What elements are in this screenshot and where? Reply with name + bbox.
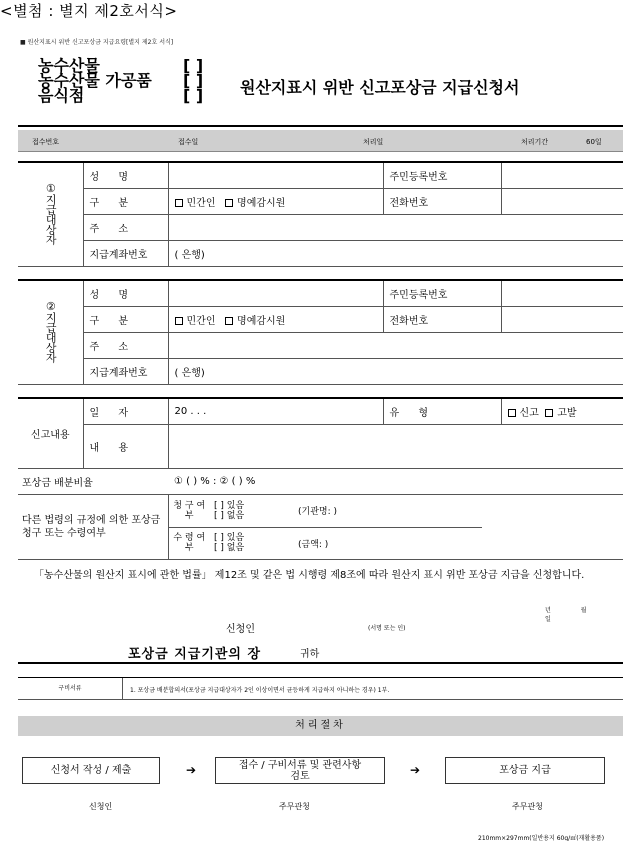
accuse-checkbox[interactable] (545, 409, 553, 417)
id-label: 주민등록번호 (383, 162, 501, 188)
type-label: 구 분 (83, 306, 168, 332)
process-period-value: 60일 (586, 138, 602, 146)
process-date-label: 처리일 (363, 138, 384, 146)
honorary-checkbox[interactable] (225, 317, 233, 325)
phone-field[interactable] (501, 306, 623, 332)
receipt-date-label: 접수일 (178, 138, 199, 146)
report-label: 신고내용 (18, 398, 83, 468)
documents-row (18, 678, 623, 700)
documents-value: 1. 포상금 배분합의서(포상금 지급대상자가 2인 이상이면서 균등하게 지급하지 아니하는 경우) 1부. (130, 687, 390, 694)
phone-field[interactable] (501, 188, 623, 214)
content-label: 내 용 (83, 424, 168, 468)
report-type-options (501, 398, 623, 424)
title-category-3: 음식점 (38, 86, 85, 105)
receive-options[interactable] (210, 527, 292, 559)
procedure-actor-2: 주무관청 (279, 802, 310, 811)
claim-detail[interactable]: (기관명: ) (292, 495, 482, 527)
civilian-label: 민간인 (186, 315, 216, 327)
sign-note: (서명 또는 인) (368, 625, 406, 632)
checkbox-bracket-3[interactable]: [ ] (183, 86, 204, 105)
arrow-right-icon: ➔ (186, 763, 197, 777)
arrow-right-icon: ➔ (410, 763, 421, 777)
date-label: 일 자 (83, 398, 168, 424)
honorary-label: 명예감시원 (237, 197, 286, 209)
id-field[interactable] (501, 162, 623, 188)
documents-label: 구비서류 (18, 678, 123, 700)
page-title: 원산지표시 위반 신고포상금 지급신청서 (240, 78, 520, 97)
ratio-field[interactable]: ① ( ) % : ② ( ) % (168, 469, 623, 495)
account-label: 지급계좌번호 (83, 240, 168, 266)
type-options (168, 188, 383, 214)
civilian-checkbox[interactable] (175, 317, 183, 325)
divider (18, 125, 623, 127)
id-label: 주민등록번호 (383, 280, 501, 306)
title-category-2: 농수산물 가공품 (38, 71, 152, 90)
procedure-actor-3: 주무관청 (512, 802, 543, 811)
paper-spec: 210mm×297mm(일반용지 60g/㎡(재활용품) (478, 835, 605, 841)
receive-yes: [ ] 있음 (214, 533, 245, 543)
honorary-checkbox[interactable] (225, 199, 233, 207)
receive-detail[interactable]: (금액: ) (292, 527, 482, 559)
date-field[interactable]: 20 . . . (168, 398, 383, 424)
title-category-1: 농수산물 (38, 56, 100, 75)
accuse-option-label: 고발 (557, 407, 577, 419)
civilian-label: 민간인 (186, 197, 216, 209)
type-options (168, 306, 383, 332)
name-label: 성 명 (83, 162, 168, 188)
recipient2-section (18, 279, 623, 385)
claim-label: 청 구 여부 (168, 495, 210, 527)
other-law-label: 다른 법령의 규정에 의한 포상금 청구 또는 수령여부 (18, 495, 168, 559)
name-label: 성 명 (83, 280, 168, 306)
phone-label: 전화번호 (383, 306, 501, 332)
checkbox-bracket-1[interactable]: [ ] (183, 56, 204, 75)
phone-label: 전화번호 (383, 188, 501, 214)
recipient2-label: ②지급대상자 (44, 299, 58, 362)
receive-no: [ ] 없음 (214, 543, 245, 553)
procedure-title: 처리절차 (18, 716, 623, 736)
title-categories (38, 58, 233, 103)
name-field[interactable] (168, 280, 383, 306)
account-label: 지급계좌번호 (83, 358, 168, 384)
content-field[interactable] (168, 424, 623, 468)
name-field[interactable] (168, 162, 383, 188)
process-period-label: 처리기간 (521, 138, 549, 146)
recipient1-label: ①지급대상자 (44, 181, 58, 244)
report-checkbox[interactable] (508, 409, 516, 417)
procedure-actor-1: 신청인 (89, 802, 113, 811)
address-label: 주 소 (83, 214, 168, 240)
procedure-step-1: 신청서 작성 / 제출 (22, 757, 160, 784)
address-label: 주 소 (83, 332, 168, 358)
statement: 「농수산물의 원산지 표시에 관한 법률」 제12조 및 같은 법 시행령 제8조에 따라 원산지 표시 위반 포상금 지급을 신청합니다. (34, 570, 585, 581)
recipient1-section (18, 161, 623, 267)
procedure-step-3: 포상금 지급 (445, 757, 605, 784)
applicant-label: 신청인 (226, 624, 255, 635)
procedure-step-2: 접수 / 구비서류 및 관련사항 검토 (215, 757, 385, 784)
claim-yes: [ ] 있음 (214, 500, 245, 511)
id-field[interactable] (501, 280, 623, 306)
attachment-label: <별첨 : 별지 제2호서식> (0, 2, 178, 20)
civilian-checkbox[interactable] (175, 199, 183, 207)
ratio-label: 포상금 배분비율 (18, 469, 168, 495)
receive-label: 수 령 여부 (168, 527, 210, 559)
form-note: ■ 원산지표시 위반 신고포상금 지급요령[별지 제2호 서식] (20, 39, 174, 46)
address-field[interactable] (168, 214, 623, 240)
report-option-label: 신고 (519, 407, 539, 419)
type-label: 구 분 (83, 188, 168, 214)
date-line: 년 월 일 (545, 607, 601, 623)
honorary-label: 명예감시원 (237, 315, 286, 327)
divider (18, 662, 623, 664)
report-type-label: 유 형 (383, 398, 501, 424)
checkbox-bracket-2[interactable]: [ ] (183, 71, 204, 90)
recipient-org: 포상금 지급기관의 장 (128, 647, 262, 662)
claim-options[interactable] (210, 495, 292, 527)
account-field[interactable]: ( 은행) (168, 240, 623, 266)
account-field[interactable]: ( 은행) (168, 358, 623, 384)
report-section (18, 397, 623, 560)
claim-no: [ ] 없음 (214, 510, 245, 521)
address-field[interactable] (168, 332, 623, 358)
receipt-no-label: 접수번호 (32, 138, 60, 146)
recipient-suffix: 귀하 (300, 649, 320, 660)
receipt-bar (18, 130, 623, 152)
